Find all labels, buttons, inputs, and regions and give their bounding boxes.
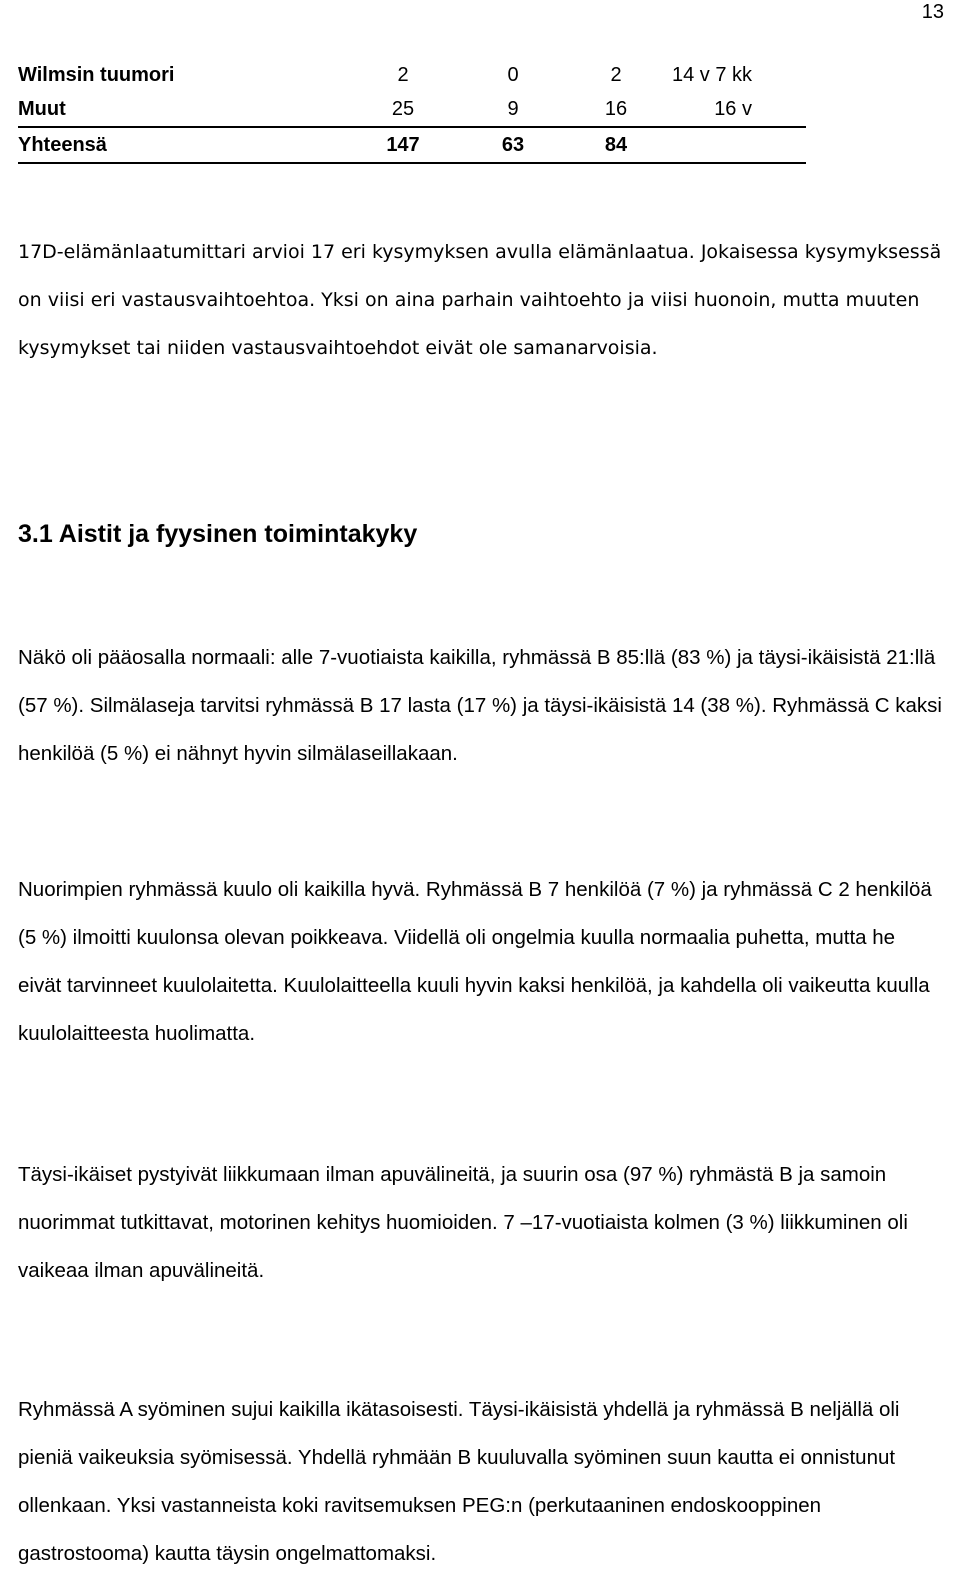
paragraph-eating: Ryhmässä A syöminen sujui kaikilla ikätasoisesti. Täysi-ikäisistä yhdellä ja ryhmässä B neljällä oli pieniä vaikeuksia syömisessä. Yhdellä ryhmään B kuuluvalla syöminen suun kautta ei onnistunut ollenkaan. Yksi vastanneista koki ravitsemuksen PEG:n (perkutaaninen endoskooppinen gastrostooma) kautta täysin ongelmattomaksi. — [18, 1398, 900, 1565]
cell-value: 63 — [458, 127, 568, 163]
stats-table — [18, 58, 806, 164]
cell-value: 9 — [507, 98, 519, 120]
section-heading: 3.1 Aistit ja fyysinen toimintakyky — [18, 520, 418, 548]
cell-value: 2 — [610, 64, 622, 86]
results-table — [18, 58, 806, 164]
table-row — [18, 58, 806, 92]
cell-value: 16 — [604, 98, 628, 120]
row-label: Wilmsin tuumori — [18, 64, 175, 86]
paragraph-mobility: Täysi-ikäiset pystyivät liikkumaan ilman apuvälineitä, ja suurin osa (97 %) ryhmästä B ja samoin nuorimmat tutkittavat, motorinen kehitys huomioiden. 7 –17-vuotiaista kolmen (3 %) liikkuminen oli vaikeaa ilman apuvälineitä. — [18, 1163, 908, 1282]
cell-value: 16 v — [714, 98, 752, 120]
cell-value: 147 — [348, 127, 458, 163]
page-number: 13 — [921, 1, 944, 23]
cell-value: 2 — [397, 64, 409, 86]
cell-value: 84 — [568, 127, 664, 163]
cell-value — [664, 127, 806, 163]
cell-value: 25 — [391, 98, 415, 120]
row-label: Yhteensä — [18, 127, 348, 163]
row-label: Muut — [18, 98, 66, 120]
cell-value: 14 v 7 kk — [671, 64, 752, 86]
intro-paragraph: 17D-elämänlaatumittari arvioi 17 eri kysymyksen avulla elämänlaatua. Jokaisessa kysymyksessä on viisi eri vastausvaihtoehtoa. Yksi on aina parhain vaihtoehto ja viisi huonoin, mutta muuten kysymykset tai niiden vastausvaihtoehdot eivät ole samanarvoisia. — [18, 241, 942, 359]
table-row-total — [18, 127, 806, 163]
paragraph-hearing: Nuorimpien ryhmässä kuulo oli kaikilla hyvä. Ryhmässä B 7 henkilöä (7 %) ja ryhmässä C 2 henkilöä (5 %) ilmoitti kuulonsa olevan poikkeava. Viidellä oli ongelmia kuulla normaalia puhetta, mutta he eivät tarvinneet kuulolaitetta. Kuulolaitteella kuuli hyvin kaksi henkilöä, ja kahdella oli vaikeutta kuulla kuulolaitteesta huolimatta. — [18, 878, 932, 1045]
cell-value: 0 — [507, 64, 519, 86]
table-row — [18, 92, 806, 127]
paragraph-vision: Näkö oli pääosalla normaali: alle 7-vuotiaista kaikilla, ryhmässä B 85:llä (83 %) ja täysi-ikäisistä 21:llä (57 %). Silmälaseja tarvitsi ryhmässä B 17 lasta (17 %) ja täysi-ikäisistä 14 (38 %). Ryhmässä C kaksi henkilöä (5 %) ei nähnyt hyvin silmälaseillakaan. — [18, 646, 942, 765]
